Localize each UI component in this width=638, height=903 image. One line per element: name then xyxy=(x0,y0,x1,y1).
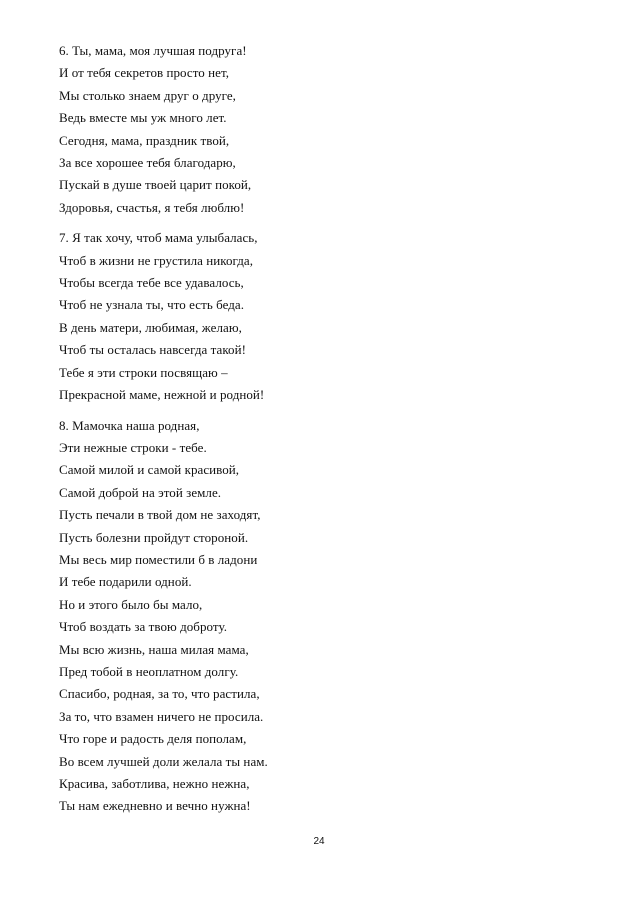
page-number: 24 xyxy=(313,836,325,847)
poem-line: Чтоб не узнала ты, что есть беда. xyxy=(59,297,245,313)
poem-6 xyxy=(59,40,559,219)
poem-line: Чтоб в жизни не грустила никогда, xyxy=(59,252,254,268)
poem-line: 7. Я так хочу, чтоб мама улыбалась, xyxy=(59,230,258,246)
poem-line: Пусть печали в твой дом не заходят, xyxy=(59,507,261,523)
poem-line: Что горе и радость деля пополам, xyxy=(59,731,247,747)
poem-line: И от тебя секретов просто нет, xyxy=(59,65,230,81)
poem-line: Мы столько знаем друг о друге, xyxy=(59,87,236,103)
poem-line: Ты нам ежедневно и вечно нужна! xyxy=(59,798,251,814)
poem-line: Прекрасной маме, нежной и родной! xyxy=(59,387,265,403)
poem-line: Чтоб ты осталась навсегда такой! xyxy=(59,342,246,358)
poem-line: Пусть болезни пройдут стороной. xyxy=(59,529,249,545)
poem-line: 6. Ты, мама, моя лучшая подруга! xyxy=(59,43,247,58)
poem-8 xyxy=(59,415,559,818)
poem-line: За то, что взамен ничего не просила. xyxy=(59,708,264,724)
poem-line: Спасибо, родная, за то, что растила, xyxy=(59,686,260,702)
poem-line: Чтобы всегда тебе все удавалось, xyxy=(59,275,244,291)
poem-line: Но и этого было бы мало, xyxy=(59,596,203,612)
poem-line: Тебе я эти строки посвящаю – xyxy=(59,364,228,380)
poem-line: Самой милой и самой красивой, xyxy=(59,462,240,478)
poem-line: Здоровья, счастья, я тебя люблю! xyxy=(59,199,245,215)
poem-line: Пред тобой в неоплатном долгу. xyxy=(59,663,239,679)
poem-line: 8. Мамочка наша родная, xyxy=(59,417,200,433)
poem-line: Чтоб воздать за твою доброту. xyxy=(59,619,227,635)
poem-line: Ведь вместе мы уж много лет. xyxy=(59,110,227,126)
poem-line: Мы всю жизнь, наша милая мама, xyxy=(59,641,249,657)
poem-list xyxy=(59,40,559,826)
poem-line: И тебе подарили одной. xyxy=(59,574,192,590)
poem-line: Во всем лучшей доли желала ты нам. xyxy=(59,753,268,769)
poem-line: Сегодня, мама, праздник твой, xyxy=(59,132,230,148)
poem-line: В день матери, любимая, желаю, xyxy=(59,319,242,335)
poem-7 xyxy=(59,227,559,406)
poem-line: Красива, заботлива, нежно нежна, xyxy=(59,776,250,791)
poem-line: Самой доброй на этой земле. xyxy=(59,484,222,500)
poem-line: Мы весь мир поместили б в ладони xyxy=(59,551,258,567)
poem-line: Эти нежные строки - тебе. xyxy=(59,439,207,455)
poem-line: За все хорошее тебя благодарю, xyxy=(59,155,236,171)
poem-line: Пускай в душе твоей царит покой, xyxy=(59,177,252,193)
